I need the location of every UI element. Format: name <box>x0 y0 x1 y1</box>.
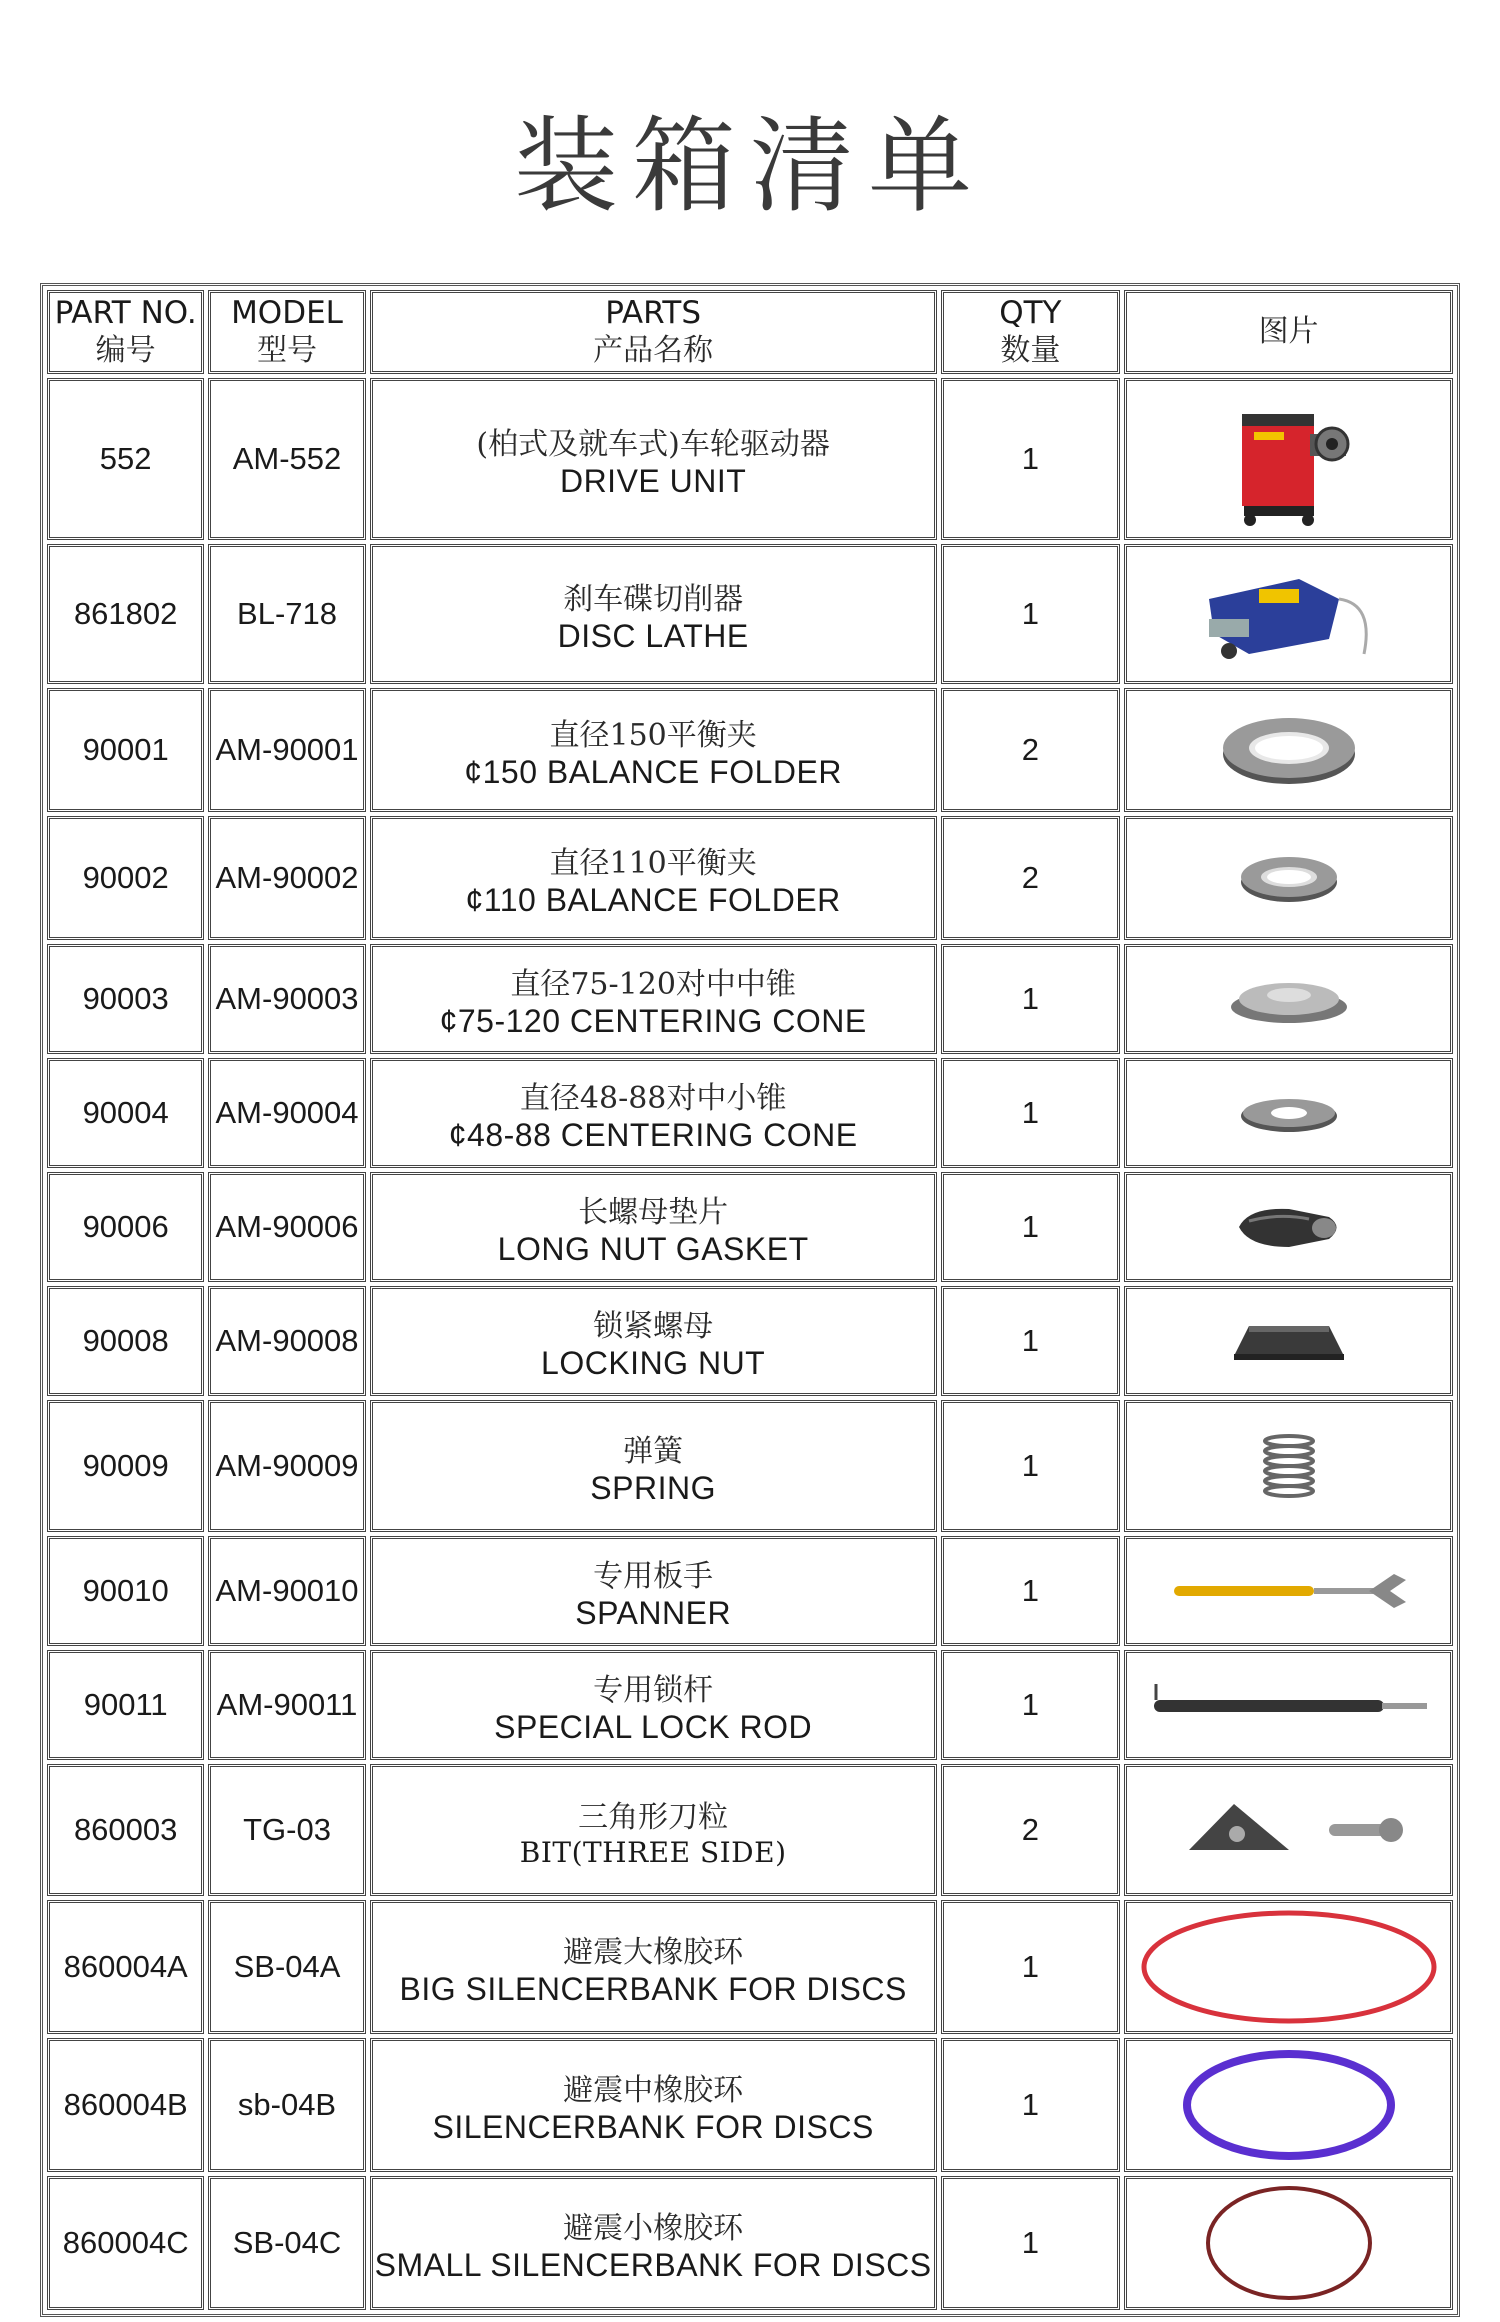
cell-qty: 1 <box>941 1172 1121 1282</box>
cell-qty: 1 <box>941 378 1121 540</box>
cell-picture <box>1124 378 1453 540</box>
table-row <box>47 2038 1453 2172</box>
cell-part-no: 860004C <box>47 2176 204 2310</box>
cell-model: AM-90010 <box>208 1536 365 1646</box>
part-name-zh: 直径150平衡夹 <box>549 717 757 753</box>
part-name-en: BIT(THREE SIDE) <box>519 1835 787 1869</box>
part-name-en: LOCKING NUT <box>541 1344 766 1381</box>
table-row <box>47 1536 1453 1646</box>
cell-parts <box>370 944 937 1054</box>
centering-cone-icon <box>1127 969 1450 1029</box>
part-name-en: DRIVE UNIT <box>559 462 747 499</box>
header-model: MODEL 型号 <box>208 290 365 374</box>
cell-picture <box>1124 1286 1453 1396</box>
cell-picture <box>1124 1764 1453 1896</box>
table-row <box>47 2176 1453 2310</box>
cell-parts <box>370 1764 937 1896</box>
disc-lathe-icon <box>1127 559 1450 669</box>
cell-part-no: 552 <box>47 378 204 540</box>
locking-nut-icon <box>1127 1316 1450 1366</box>
part-name-zh: 避震中橡胶环 <box>563 2072 744 2108</box>
part-name-en: ¢110 BALANCE FOLDER <box>465 881 841 918</box>
nut-gasket-icon <box>1127 1197 1450 1257</box>
cell-picture <box>1124 944 1453 1054</box>
cell-model: AM-90002 <box>208 816 365 940</box>
cell-qty: 1 <box>941 2176 1121 2310</box>
cell-part-no: 860003 <box>47 1764 204 1896</box>
table-row <box>47 544 1453 684</box>
centering-cone-small-icon <box>1127 1088 1450 1138</box>
cell-model: AM-90009 <box>208 1400 365 1532</box>
cell-picture <box>1124 1536 1453 1646</box>
cell-qty: 1 <box>941 1058 1121 1168</box>
cell-parts <box>370 1058 937 1168</box>
part-name-zh: 直径48-88对中小锥 <box>519 1080 787 1116</box>
cell-qty: 1 <box>941 544 1121 684</box>
cell-qty: 1 <box>941 1286 1121 1396</box>
table-row <box>47 1400 1453 1532</box>
spanner-icon <box>1127 1566 1450 1616</box>
cell-picture <box>1124 2038 1453 2172</box>
table-row <box>47 1764 1453 1896</box>
cell-parts <box>370 1172 937 1282</box>
cell-part-no: 90006 <box>47 1172 204 1282</box>
part-name-zh: 直径110平衡夹 <box>549 845 757 881</box>
part-name-zh: (柏式及就车式)车轮驱动器 <box>476 426 830 462</box>
cell-part-no: 90009 <box>47 1400 204 1532</box>
cell-model: SB-04A <box>208 1900 365 2034</box>
cell-qty: 1 <box>941 1650 1121 1760</box>
header-parts: PARTS 产品名称 <box>370 290 937 374</box>
cell-picture <box>1124 2176 1453 2310</box>
cell-picture <box>1124 816 1453 940</box>
table-row <box>47 1650 1453 1760</box>
cell-picture <box>1124 688 1453 812</box>
cell-model: AM-90004 <box>208 1058 365 1168</box>
spring-icon <box>1127 1431 1450 1501</box>
cell-part-no: 860004B <box>47 2038 204 2172</box>
cell-qty: 2 <box>941 688 1121 812</box>
triangle-bit-icon <box>1127 1790 1450 1870</box>
cell-part-no: 90002 <box>47 816 204 940</box>
table-row <box>47 378 1453 540</box>
cell-picture <box>1124 1400 1453 1532</box>
table-row <box>47 816 1453 940</box>
cell-parts <box>370 1900 937 2034</box>
cell-picture <box>1124 1058 1453 1168</box>
cell-model: AM-90006 <box>208 1172 365 1282</box>
brown-ring-icon <box>1127 2184 1450 2302</box>
purple-ring-icon <box>1127 2046 1450 2164</box>
table-row <box>47 944 1453 1054</box>
part-name-zh: 避震小橡胶环 <box>563 2210 744 2246</box>
cell-part-no: 90003 <box>47 944 204 1054</box>
part-name-zh: 锁紧螺母 <box>593 1308 714 1344</box>
part-name-zh: 专用板手 <box>593 1558 714 1594</box>
cell-parts <box>370 544 937 684</box>
cell-qty: 2 <box>941 1764 1121 1896</box>
part-name-en: SILENCERBANK FOR DISCS <box>432 2108 874 2145</box>
cell-model: AM-90001 <box>208 688 365 812</box>
cell-part-no: 860004A <box>47 1900 204 2034</box>
cell-parts <box>370 1650 937 1760</box>
cell-model: sb-04B <box>208 2038 365 2172</box>
part-name-zh: 直径75-120对中中锥 <box>510 966 796 1002</box>
cell-part-no: 90001 <box>47 688 204 812</box>
cell-parts <box>370 2038 937 2172</box>
part-name-zh: 弹簧 <box>623 1433 684 1469</box>
cell-model: BL-718 <box>208 544 365 684</box>
part-name-en: SPANNER <box>575 1594 732 1631</box>
header-part-no: PART NO. 编号 <box>47 290 204 374</box>
header-picture: 图片 <box>1124 290 1453 374</box>
part-name-en: SPECIAL LOCK ROD <box>494 1708 813 1745</box>
table-row <box>47 688 1453 812</box>
cell-model: AM-90011 <box>208 1650 365 1760</box>
part-name-en: ¢75-120 CENTERING CONE <box>439 1002 867 1039</box>
cell-qty: 1 <box>941 2038 1121 2172</box>
cell-qty: 1 <box>941 1400 1121 1532</box>
header-row <box>47 290 1453 374</box>
cell-parts <box>370 1536 937 1646</box>
cell-picture <box>1124 1650 1453 1760</box>
cell-model: AM-90003 <box>208 944 365 1054</box>
header-qty: QTY 数量 <box>941 290 1121 374</box>
balance-folder-icon <box>1127 710 1450 790</box>
table-row <box>47 1286 1453 1396</box>
cell-part-no: 90010 <box>47 1536 204 1646</box>
cell-part-no: 90004 <box>47 1058 204 1168</box>
cell-qty: 1 <box>941 1536 1121 1646</box>
cell-qty: 1 <box>941 1900 1121 2034</box>
cell-parts <box>370 816 937 940</box>
lock-rod-icon <box>1127 1680 1450 1730</box>
cell-model: AM-552 <box>208 378 365 540</box>
part-name-en: BIG SILENCERBANK FOR DISCS <box>399 1970 907 2007</box>
part-name-en: ¢150 BALANCE FOLDER <box>464 753 842 790</box>
cell-model: SB-04C <box>208 2176 365 2310</box>
cell-part-no: 861802 <box>47 544 204 684</box>
cell-part-no: 90011 <box>47 1650 204 1760</box>
table-row <box>47 1900 1453 2034</box>
page-title: 装箱清单 <box>513 105 986 227</box>
part-name-en: DISC LATHE <box>557 617 749 654</box>
cell-parts <box>370 378 937 540</box>
table-row <box>47 1058 1453 1168</box>
part-name-zh: 长螺母垫片 <box>578 1194 729 1230</box>
cell-parts <box>370 2176 937 2310</box>
part-name-en: SMALL SILENCERBANK FOR DISCS <box>374 2246 932 2283</box>
part-name-en: ¢48-88 CENTERING CONE <box>448 1116 858 1153</box>
cell-parts <box>370 1400 937 1532</box>
part-name-zh: 刹车碟切削器 <box>563 581 744 617</box>
part-name-zh: 三角形刀粒 <box>578 1799 729 1835</box>
cell-picture <box>1124 544 1453 684</box>
cell-qty: 2 <box>941 816 1121 940</box>
red-ring-icon <box>1127 1908 1450 2026</box>
cell-model: AM-90008 <box>208 1286 365 1396</box>
cell-model: TG-03 <box>208 1764 365 1896</box>
part-name-zh: 避震大橡胶环 <box>563 1934 744 1970</box>
table-row <box>47 1172 1453 1282</box>
balance-folder-small-icon <box>1127 848 1450 908</box>
drive-unit-icon <box>1127 384 1450 534</box>
cell-part-no: 90008 <box>47 1286 204 1396</box>
part-name-zh: 专用锁杆 <box>593 1672 714 1708</box>
cell-picture <box>1124 1900 1453 2034</box>
part-name-en: LONG NUT GASKET <box>497 1230 809 1267</box>
cell-parts <box>370 1286 937 1396</box>
packing-list-table <box>40 283 1460 2317</box>
cell-parts <box>370 688 937 812</box>
part-name-en: SPRING <box>590 1469 716 1506</box>
cell-qty: 1 <box>941 944 1121 1054</box>
cell-picture <box>1124 1172 1453 1282</box>
